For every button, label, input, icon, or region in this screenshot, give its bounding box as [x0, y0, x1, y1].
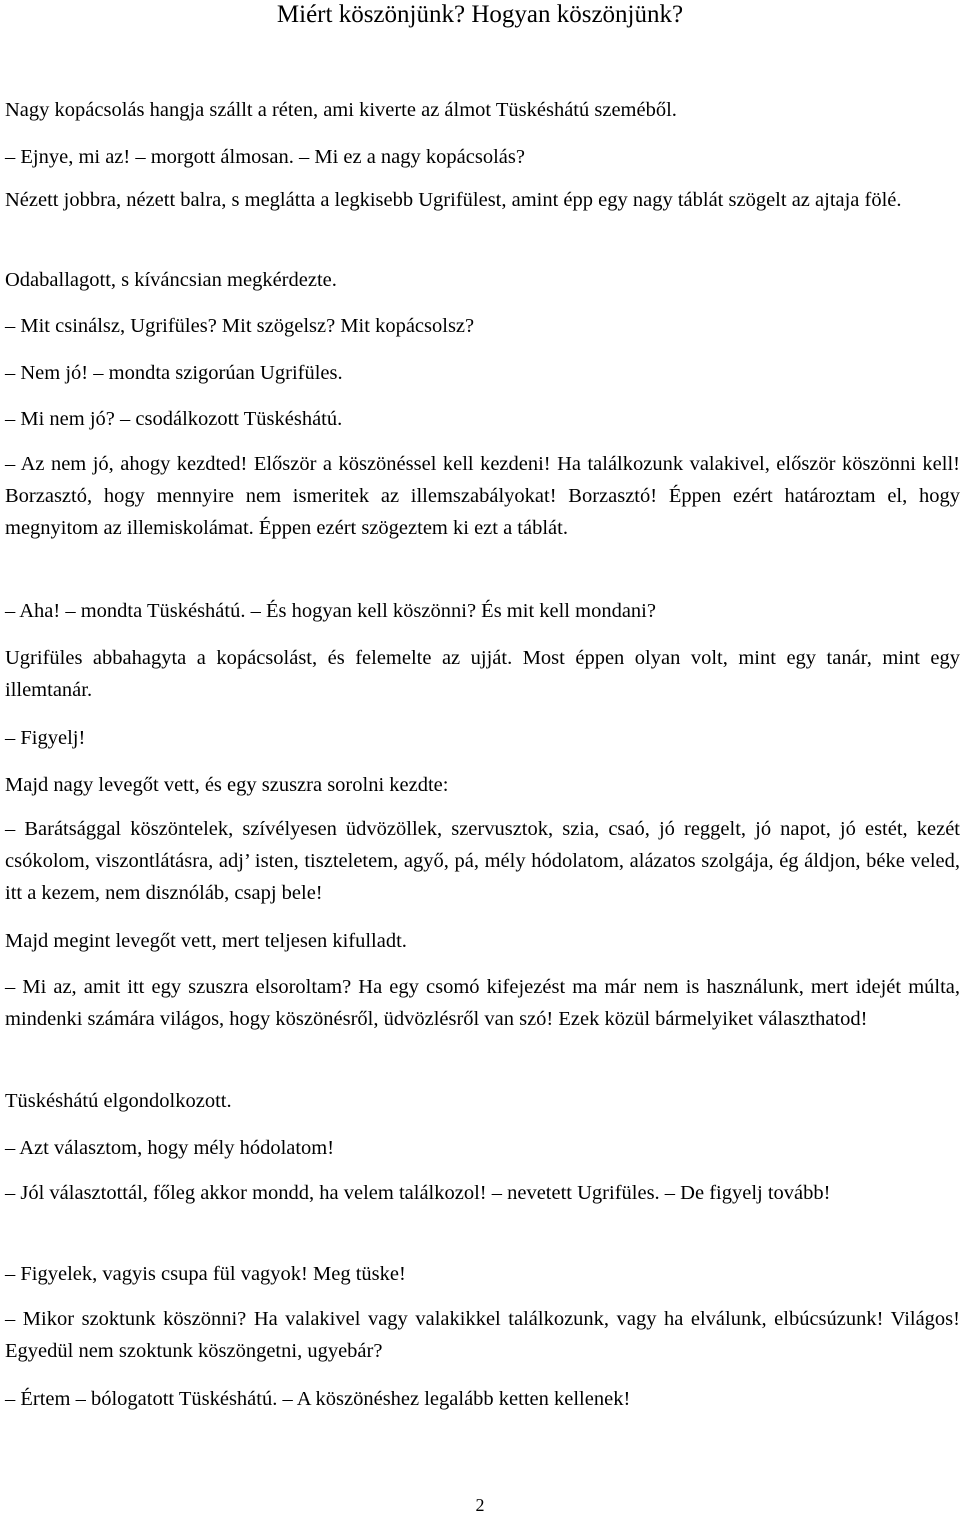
paragraph: – Barátsággal köszöntelek, szívélyesen üdvözöllek, szervusztok, szia, csaó, jó reggelt, jó napot, jó estét, kezét csókolom, viszontlátásra, adj’ isten, tiszteletem, agyő, pá, mély hódolatom, alázatos szolgája, ég áldjon, béke veled, itt a kezem, nem disznóláb, csapj bele! — [5, 818, 960, 904]
paragraph: Nagy kopácsolás hangja szállt a réten, ami kiverte az álmot Tüskéshátú szeméből. — [5, 99, 677, 121]
paragraph: – Az nem jó, ahogy kezdted! Először a köszönéssel kell kezdeni! Ha találkozunk valakivel, először köszönni kell! Borzasztó, hogy mennyire nem ismeritek az illemszabályokat! Borzasztó! Éppen ezért határoztam el, hogy megnyitom az illemiskolámat. Éppen ezért szögeztem ki ezt a táblát. — [5, 453, 960, 539]
paragraph: Nézett jobbra, nézett balra, s meglátta a legkisebb Ugrifülest, amint épp egy nagy táblát szögelt az ajtaja fölé. — [5, 189, 902, 211]
paragraph: – Figyelj! — [5, 727, 86, 749]
paragraph: – Azt választom, hogy mély hódolatom! — [5, 1137, 335, 1159]
page-number: 2 — [475, 1495, 485, 1515]
paragraph: – Figyelek, vagyis csupa fül vagyok! Meg tüske! — [5, 1263, 406, 1285]
paragraph: Majd nagy levegőt vett, és egy szuszra sorolni kezdte: — [5, 774, 449, 796]
paragraph: – Jól választottál, főleg akkor mondd, ha velem találkozol! – nevetett Ugrifüles. – De figyelj tovább! — [5, 1182, 831, 1204]
paragraph: – Mi nem jó? – csodálkozott Tüskéshátú. — [5, 408, 343, 430]
paragraph: – Mit csinálsz, Ugrifüles? Mit szögelsz? Mit kopácsolsz? — [5, 315, 475, 337]
paragraph: – Értem – bólogatott Tüskéshátú. – A köszönéshez legalább ketten kellenek! — [5, 1388, 631, 1410]
paragraph: – Ejnye, mi az! – morgott álmosan. – Mi ez a nagy kopácsolás? — [5, 146, 525, 168]
paragraph: – Mi az, amit itt egy szuszra elsoroltam? Ha egy csomó kifejezést ma már nem is használunk, mert idejét múlta, mindenki számára világos, hogy köszönésről, üdvözlésről van szó! Ezek közül bármelyiket választhatod! — [5, 976, 960, 1030]
paragraph: – Aha! – mondta Tüskéshátú. – És hogyan kell köszönni? És mit kell mondani? — [5, 600, 656, 622]
paragraph: Tüskéshátú elgondolkozott. — [5, 1090, 232, 1112]
page-title: Miért köszönjünk? Hogyan köszönjünk? — [276, 1, 684, 28]
paragraph: – Mikor szoktunk köszönni? Ha valakivel vagy valakikkel találkozunk, vagy ha elválunk, elbúcsúzunk! Világos! Egyedül nem szoktunk köszöngetni, ugyebár? — [5, 1308, 960, 1362]
paragraph: Majd megint levegőt vett, mert teljesen kifulladt. — [5, 930, 407, 952]
paragraph: Ugrifüles abbahagyta a kopácsolást, és felemelte az ujját. Most éppen olyan volt, mint egy tanár, mint egy illemtanár. — [5, 647, 960, 701]
paragraph: Odaballagott, s kíváncsian megkérdezte. — [5, 269, 337, 291]
paragraph: – Nem jó! – mondta szigorúan Ugrifüles. — [5, 362, 343, 384]
